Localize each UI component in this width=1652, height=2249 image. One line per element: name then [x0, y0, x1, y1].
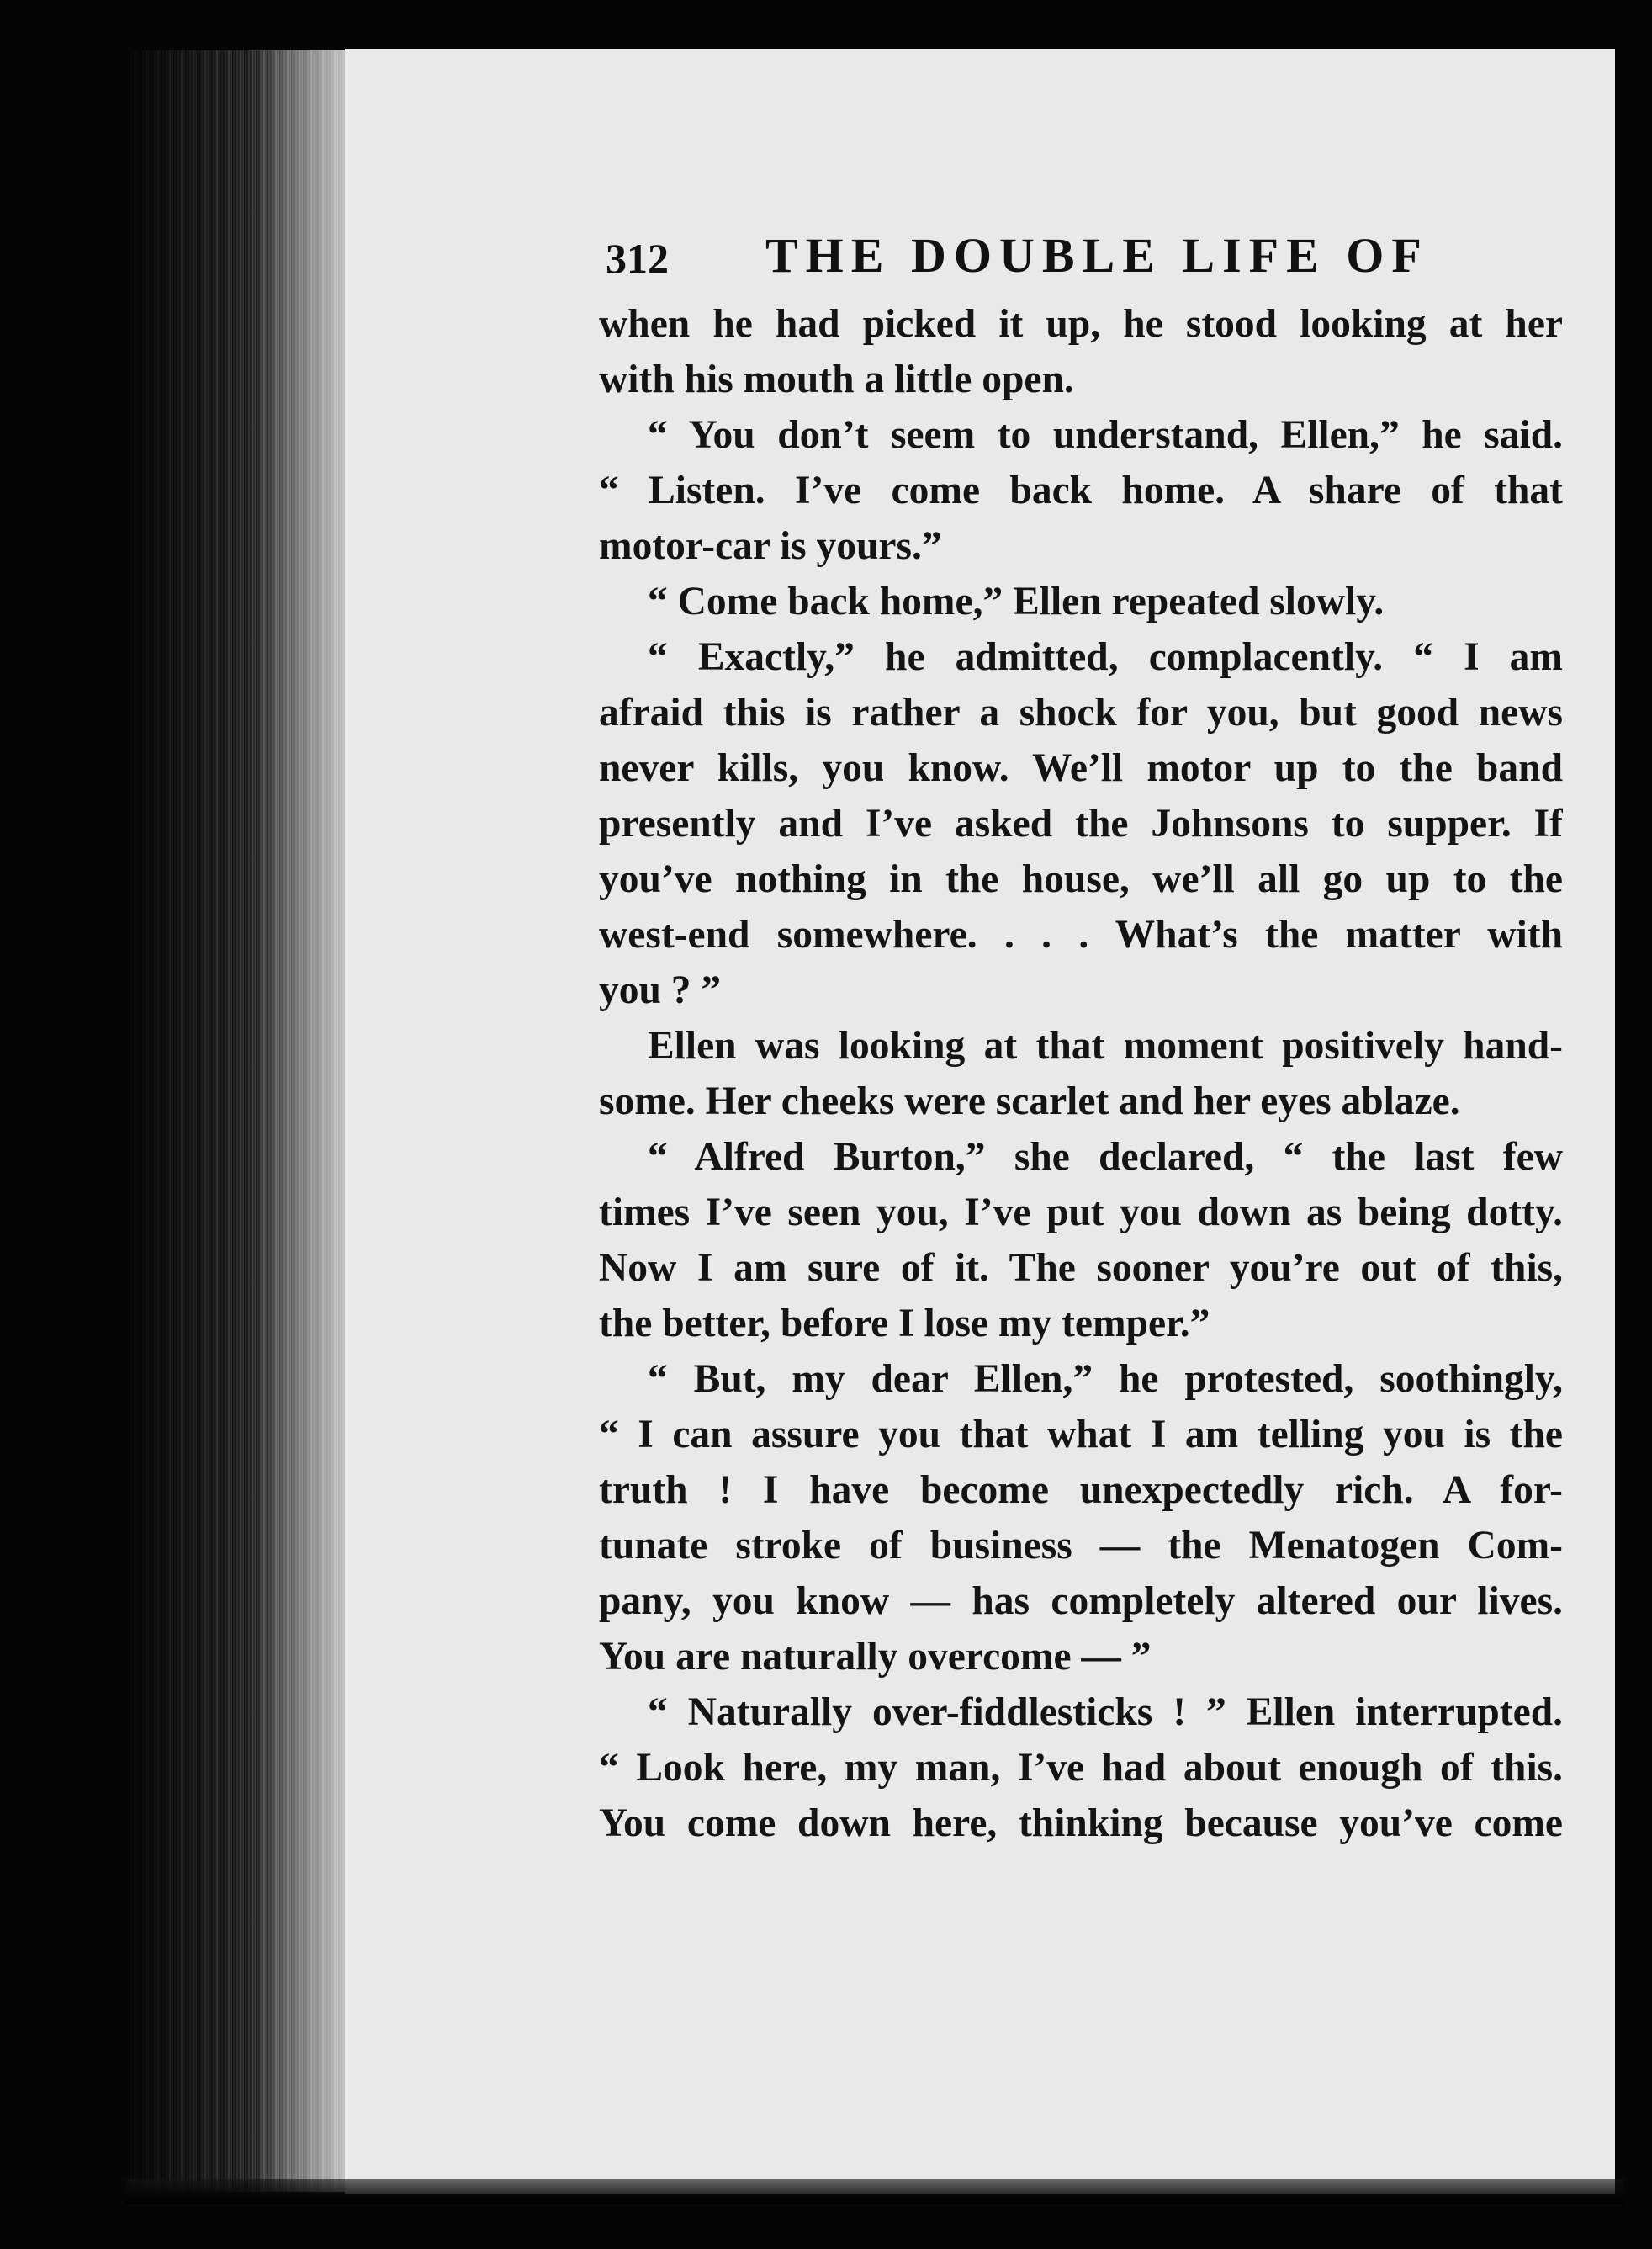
text-line: “ But, my dear Ellen,” he protested, soothingly,	[648, 1357, 1563, 1401]
text-line: “ Look here, my man, I’ve had about enough of this.	[599, 1746, 1563, 1790]
text-line: You come down here, thinking because you’ve come	[599, 1801, 1563, 1845]
text-line: You are naturally overcome — ”	[599, 1635, 1152, 1679]
text-line: west-end somewhere. . . . What’s the matter with	[599, 913, 1563, 957]
text-line: tunate stroke of business — the Menatogen Com-	[599, 1524, 1563, 1567]
page-bottom-shadow	[126, 2179, 1623, 2204]
text-line: never kills, you know. We’ll motor up to the band	[599, 746, 1563, 790]
text-line: pany, you know — has completely altered our lives.	[599, 1579, 1563, 1623]
text-line: Now I am sure of it. The sooner you’re out of this,	[599, 1246, 1563, 1290]
text-line: some. Her cheeks were scarlet and her eyes ablaze.	[599, 1079, 1460, 1123]
page-number: 312	[606, 235, 669, 282]
running-head	[606, 227, 1447, 303]
text-line: with his mouth a little open.	[599, 358, 1074, 401]
page-gutter-shading	[252, 50, 353, 2192]
text-line: you’ve nothing in the house, we’ll all go up to the	[599, 857, 1563, 901]
text-line: Ellen was looking at that moment positively hand-	[648, 1024, 1563, 1068]
text-line: truth ! I have become unexpectedly rich. A for-	[599, 1468, 1563, 1512]
text-line: “ You don’t seem to understand, Ellen,” he said.	[648, 413, 1563, 457]
text-line: “ Naturally over-fiddlesticks ! ” Ellen interrupted.	[648, 1690, 1563, 1734]
text-line: afraid this is rather a shock for you, but good news	[599, 691, 1563, 735]
text-line: “ Exactly,” he admitted, complacently. “ I am	[648, 635, 1563, 679]
text-line: “ Alfred Burton,” she declared, “ the last few	[648, 1135, 1563, 1179]
text-line: motor-car is yours.”	[599, 524, 942, 568]
text-line: “ I can assure you that what I am telling you is the	[599, 1413, 1563, 1456]
text-line: “ Come back home,” Ellen repeated slowly.	[648, 580, 1385, 623]
text-line: you ? ”	[599, 968, 722, 1012]
text-line: presently and I’ve asked the Johnsons to supper. If	[599, 802, 1563, 846]
text-line: when he had picked it up, he stood looking at her	[599, 302, 1563, 346]
body-text	[599, 296, 1563, 1851]
text-line: times I’ve seen you, I’ve put you down as being dotty.	[599, 1191, 1563, 1234]
running-title: THE DOUBLE LIFE OF	[765, 228, 1429, 283]
text-line: the better, before I lose my temper.”	[599, 1302, 1210, 1345]
text-line: “ Listen. I’ve come back home. A share of that	[599, 469, 1563, 512]
